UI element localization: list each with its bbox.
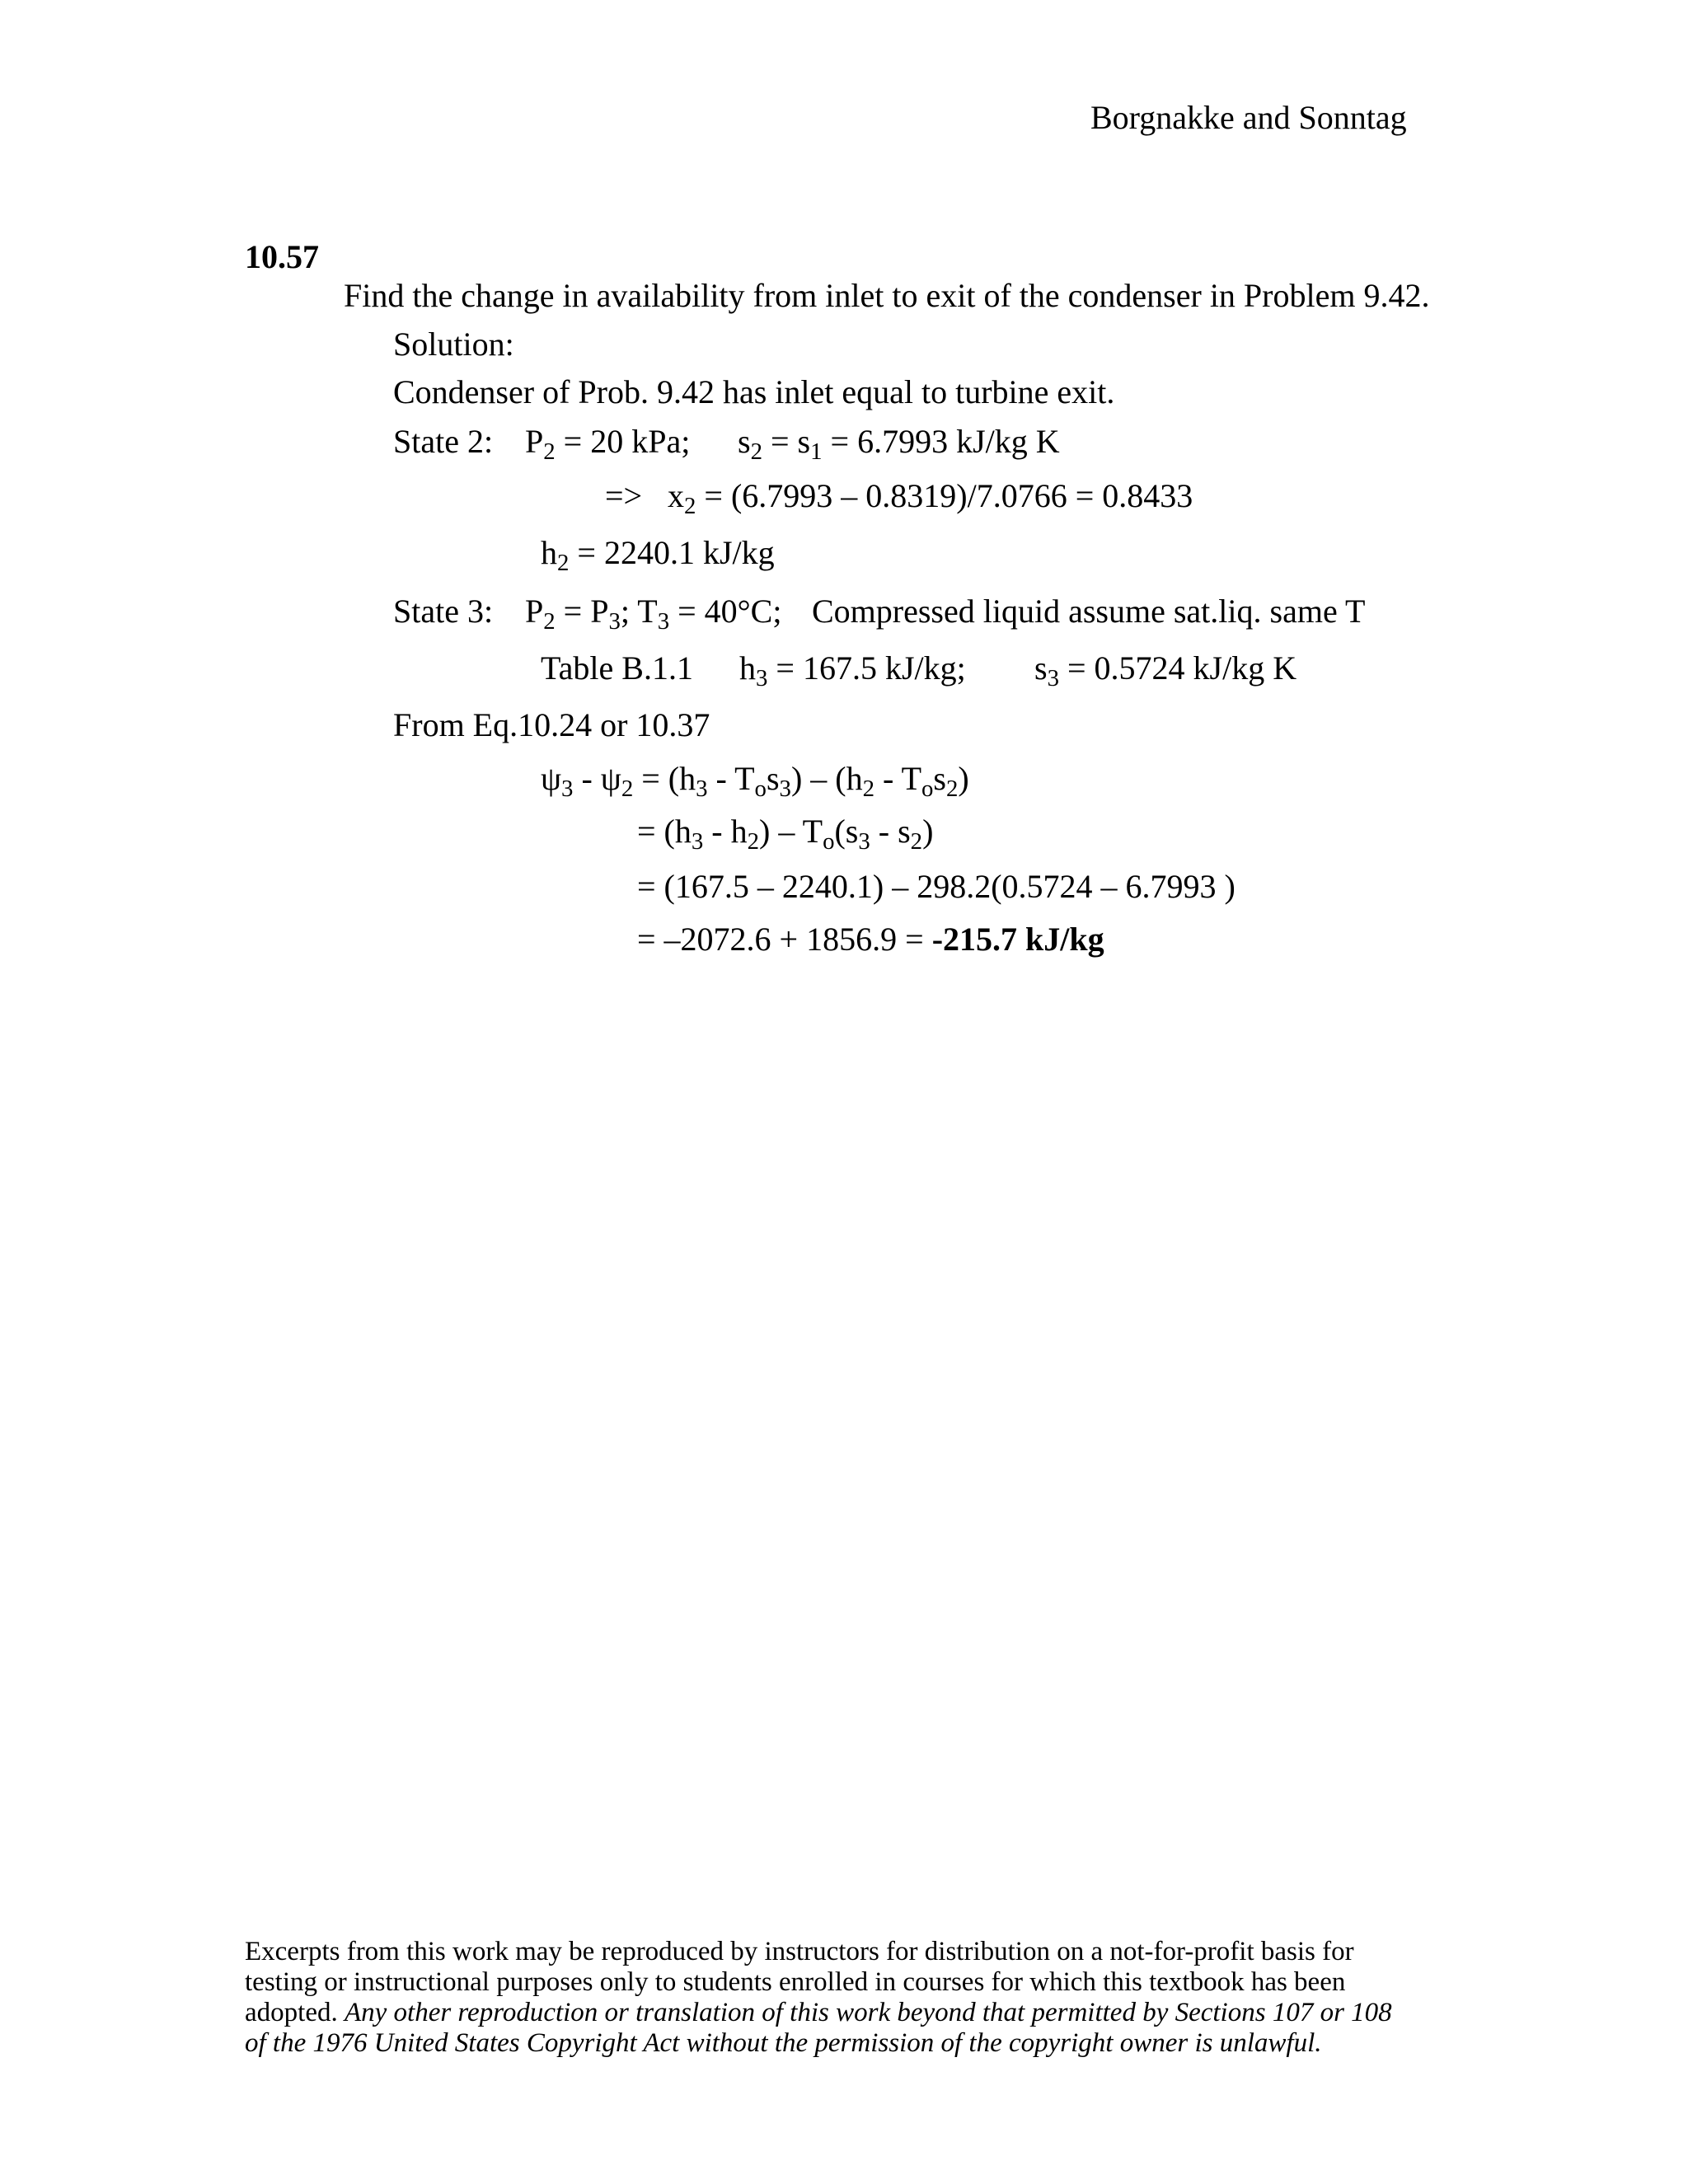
eq-text: ) — [922, 813, 934, 850]
final-answer: -215.7 kJ/kg — [931, 921, 1104, 958]
equation-line-3: = (167.5 – 2240.1) – 298.2(0.5724 – 6.7993 ) — [637, 868, 1236, 905]
sub: o — [921, 776, 934, 803]
sub: o — [754, 776, 767, 803]
s-value: = 0.5724 kJ/kg K — [1058, 649, 1297, 687]
state2-quality — [668, 477, 1193, 520]
p-symbol: P — [525, 593, 544, 630]
footer-plain: adopted. — [245, 1998, 345, 2027]
sub: 2 — [910, 828, 923, 855]
p-subscript: 2 — [543, 438, 556, 466]
h-subscript: 2 — [557, 550, 570, 577]
problem-statement: Find the change in availability from inlet to exit of the condenser in Problem 9.42. — [344, 277, 1430, 314]
eq-text: - T — [874, 760, 922, 797]
sub: 2 — [747, 828, 760, 855]
state3-enthalpy — [739, 649, 966, 692]
eq-text: s — [766, 760, 780, 797]
eq-text: (s — [834, 813, 859, 850]
equation-reference: From Eq.10.24 or 10.37 — [393, 706, 710, 743]
eq-text: - T — [707, 760, 755, 797]
equation-line-4 — [637, 923, 1104, 956]
eq-text: s — [933, 760, 946, 797]
footer-line-1: Excerpts from this work may be reproduced by instructors for distribution on a not-for-profit basis for — [245, 1937, 1354, 1966]
p-value: = 20 kPa; — [555, 423, 691, 460]
sub: 3 — [561, 776, 574, 803]
footer-line-4: of the 1976 United States Copyright Act without the permission of the copyright owner is unlawful. — [245, 2028, 1322, 2058]
psi-minus: - ψ — [573, 760, 621, 797]
intro-line: Condenser of Prob. 9.42 has inlet equal to turbine exit. — [393, 373, 1115, 410]
header-authors: Borgnakke and Sonntag — [1090, 99, 1407, 136]
eq-text: ) — [958, 760, 969, 797]
x-subscript: 2 — [684, 493, 696, 520]
p-subscript: 2 — [543, 608, 556, 635]
sub: 2 — [862, 776, 874, 803]
s-subscript: 3 — [1047, 665, 1059, 692]
s-value: = 6.7993 kJ/kg K — [822, 423, 1060, 460]
s-symbol: s — [738, 423, 751, 460]
sub: 3 — [696, 776, 708, 803]
state3-entropy — [1034, 649, 1297, 692]
eq-text: - s — [870, 813, 911, 850]
psi-symbol: ψ — [541, 760, 562, 797]
s-subscript: 2 — [750, 438, 762, 466]
state2-pressure — [525, 423, 691, 466]
sub: 2 — [621, 776, 634, 803]
state3-label: State 3: — [393, 593, 494, 630]
equation-line-1 — [541, 760, 969, 803]
sub: 3 — [691, 828, 704, 855]
state2-entropy — [738, 423, 1060, 466]
eq-text: ) – (h — [790, 760, 863, 797]
solution-label: Solution: — [393, 326, 514, 363]
h-symbol: h — [739, 649, 756, 687]
state2-label: State 2: — [393, 423, 494, 460]
t-prefix: ; T — [620, 593, 658, 630]
eq-text: = (h — [637, 813, 692, 850]
s1-subscript: 1 — [810, 438, 823, 466]
sub: o — [823, 828, 835, 855]
sub: 3 — [779, 776, 791, 803]
sub: 2 — [946, 776, 959, 803]
s-symbol: s — [1034, 649, 1048, 687]
x-value: = (6.7993 – 0.8319)/7.0766 = 0.8433 — [696, 477, 1193, 514]
h-symbol: h — [541, 534, 557, 571]
state3-conditions — [525, 593, 782, 635]
eq-text: - h — [703, 813, 748, 850]
p-mid: = P — [555, 593, 609, 630]
p3-subscript: 3 — [608, 608, 621, 635]
h-value: = 2240.1 kJ/kg — [569, 534, 775, 571]
h-value: = 167.5 kJ/kg; — [767, 649, 966, 687]
p-symbol: P — [525, 423, 544, 460]
footer-italic: Any other reproduction or translation of this work beyond that permitted by Sections 107 or 108 — [344, 1998, 1392, 2027]
h-subscript: 3 — [756, 665, 768, 692]
t-subscript: 3 — [657, 608, 670, 635]
s-mid: = s — [762, 423, 811, 460]
equation-line-2 — [637, 813, 934, 855]
state3-table: Table B.1.1 — [541, 649, 693, 687]
problem-number: 10.57 — [245, 238, 319, 275]
state2-arrow: => — [605, 477, 643, 514]
eq-text: = (h — [633, 760, 696, 797]
eq-text: ) – T — [759, 813, 823, 850]
t-value: = 40°C; — [669, 593, 782, 630]
footer-line-3 — [245, 1999, 1392, 2027]
sub: 3 — [858, 828, 870, 855]
x-symbol: x — [668, 477, 684, 514]
state3-note: Compressed liquid assume sat.liq. same T — [812, 593, 1366, 630]
eq-text: = –2072.6 + 1856.9 = — [637, 921, 932, 958]
footer-line-2: testing or instructional purposes only to students enrolled in courses for which this textbook has been — [245, 1967, 1346, 1997]
state2-enthalpy — [541, 534, 775, 577]
